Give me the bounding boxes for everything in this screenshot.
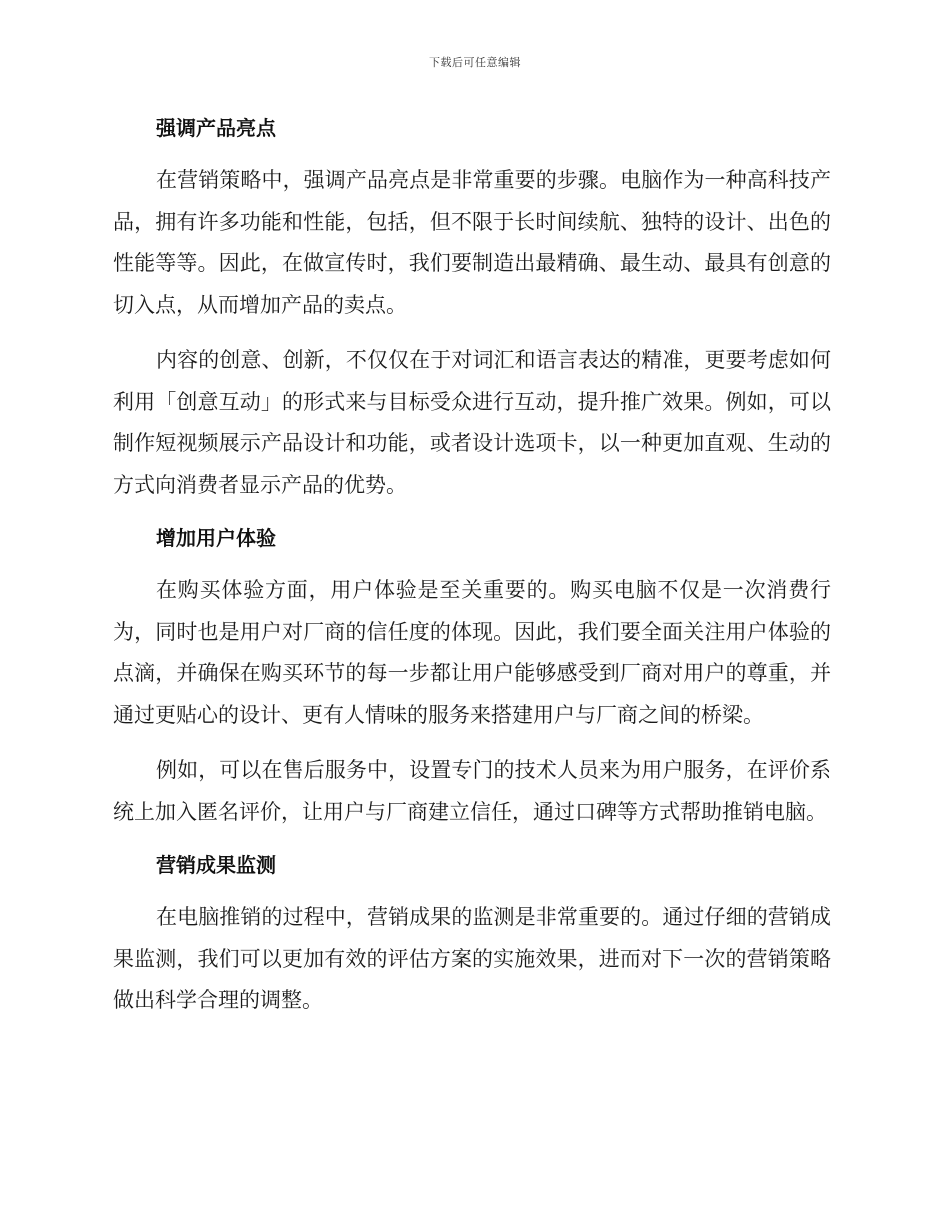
header-note: 下载后可任意编辑: [429, 56, 521, 69]
paragraph: 内容的创意、创新，不仅仅在于对词汇和语言表达的精准，更要考虑如何利用「创意互动」的形式来与目标受众进行互动，提升推广效果。例如，可以制作短视频展示产品设计和功能，或者设计选项卡，以一种更加直观、生动的方式向消费者显示产品的优势。: [113, 348, 831, 497]
paragraph: 在购买体验方面，用户体验是至关重要的。购买电脑不仅是一次消费行为，同时也是用户对厂商的信任度的体现。因此，我们要全面关注用户体验的点滴，并确保在购买环节的每一步都让用户能够感受到厂商对用户的尊重，并通过更贴心的设计、更有人情味的服务来搭建用户与厂商之间的桥梁。: [113, 578, 831, 727]
paragraph: 例如，可以在售后服务中，设置专门的技术人员来为用户服务，在评价系统上加入匿名评价，让用户与厂商建立信任，通过口碑等方式帮助推销电脑。: [113, 758, 831, 824]
document-body: [113, 110, 831, 1022]
paragraph: 在电脑推销的过程中，营销成果的监测是非常重要的。通过仔细的营销成果监测，我们可以更加有效的评估方案的实施效果，进而对下一次的营销策略做出科学合理的调整。: [113, 905, 831, 1012]
section-heading: 营销成果监测: [156, 853, 276, 877]
section-heading: 增加用户体验: [156, 526, 276, 550]
paragraph: 在营销策略中，强调产品亮点是非常重要的步骤。电脑作为一种高科技产品，拥有许多功能和性能，包括，但不限于长时间续航、独特的设计、出色的性能等等。因此，在做宣传时，我们要制造出最精确、最生动、最具有创意的切入点，从而增加产品的卖点。: [113, 168, 831, 317]
section-heading: 强调产品亮点: [156, 116, 276, 140]
